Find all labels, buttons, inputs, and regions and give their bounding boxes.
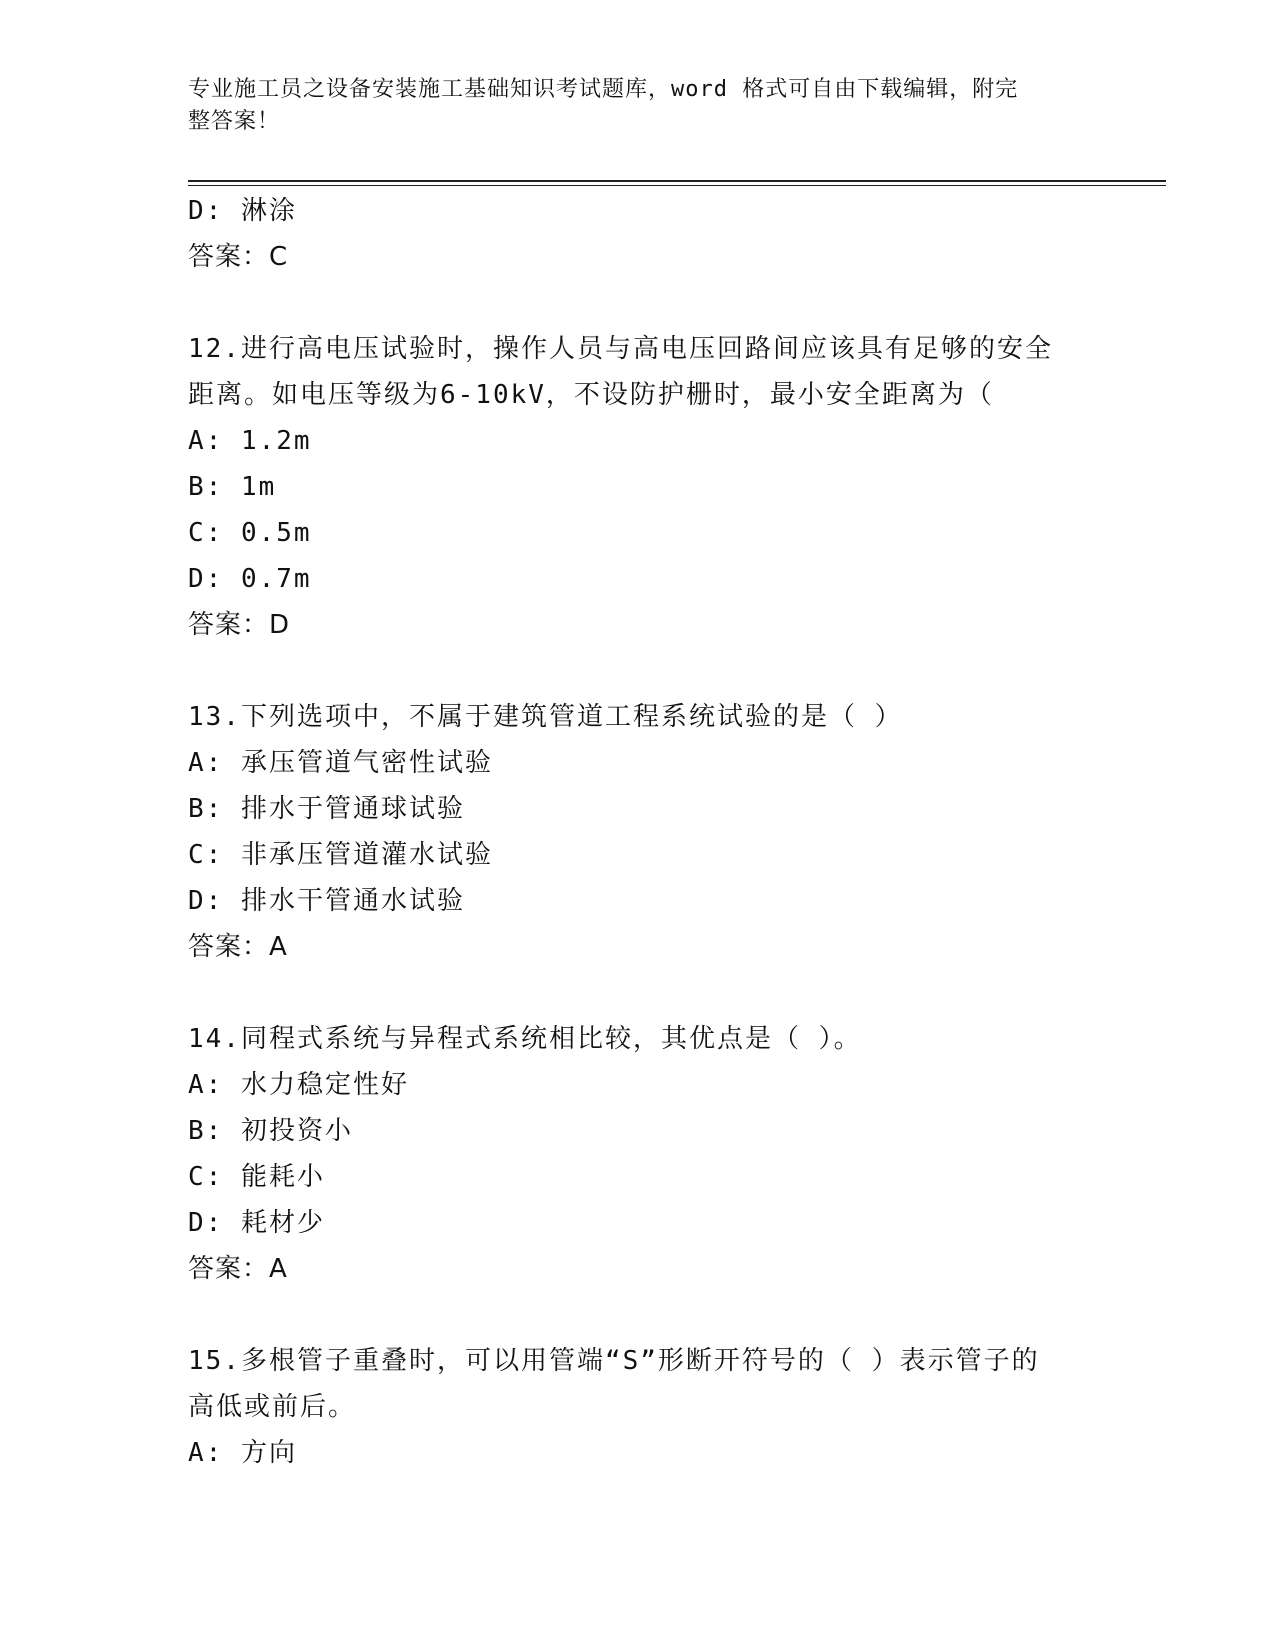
question-list	[188, 188, 1088, 1476]
question-12-option-d: D: 0.7m	[188, 564, 312, 594]
spacer	[188, 648, 1088, 694]
question-14	[188, 1016, 1088, 1292]
question-15-text-1: 15.多根管子重叠时，可以用管端“S”形断开符号的（ ）表示管子的	[188, 1346, 1040, 1376]
question-14-answer: 答案：A	[188, 1254, 288, 1284]
spacer	[188, 970, 1088, 1016]
question-12-option-b: B: 1m	[188, 472, 277, 502]
question-14-option-c: C: 能耗小	[188, 1162, 325, 1192]
question-12-text-2: 距离。如电压等级为6-10kV，不设防护栅时，最小安全距离为（	[188, 380, 994, 410]
question-15-option-a: A: 方向	[188, 1438, 297, 1468]
question-12-answer: 答案：D	[188, 610, 291, 640]
question-12-option-c: C: 0.5m	[188, 518, 312, 548]
question-15	[188, 1338, 1088, 1476]
header-line-2: 整答案！	[188, 109, 281, 134]
document-header	[188, 74, 1088, 138]
question-13-option-d: D: 排水干管通水试验	[188, 886, 465, 916]
header-divider-thin	[188, 185, 1166, 186]
question-14-text-1: 14.同程式系统与异程式系统相比较，其优点是（ ）。	[188, 1024, 862, 1054]
question-12-text-1: 12.进行高电压试验时，操作人员与高电压回路间应该具有足够的安全	[188, 334, 1053, 364]
header-line-1: 专业施工员之设备安装施工基础知识考试题库，word 格式可自由下载编辑，附完	[188, 77, 1019, 102]
question-13-option-c: C: 非承压管道灌水试验	[188, 840, 493, 870]
spacer	[188, 1292, 1088, 1338]
question-14-option-b: B: 初投资小	[188, 1116, 353, 1146]
question-14-option-a: A: 水力稳定性好	[188, 1070, 409, 1100]
question-14-option-d: D: 耗材少	[188, 1208, 325, 1238]
question-13	[188, 694, 1088, 970]
header-divider-thick	[188, 180, 1166, 182]
question-12	[188, 326, 1088, 648]
question-13-answer: 答案：A	[188, 932, 288, 962]
prev-option-d: D: 淋涂	[188, 196, 297, 226]
prev-answer: 答案：C	[188, 242, 289, 272]
question-13-option-a: A: 承压管道气密性试验	[188, 748, 493, 778]
question-15-text-2: 高低或前后。	[188, 1392, 357, 1422]
question-13-text-1: 13.下列选项中，不属于建筑管道工程系统试验的是（ ）	[188, 702, 903, 732]
spacer	[188, 280, 1088, 326]
question-13-option-b: B: 排水于管通球试验	[188, 794, 465, 824]
question-12-option-a: A: 1.2m	[188, 426, 312, 456]
